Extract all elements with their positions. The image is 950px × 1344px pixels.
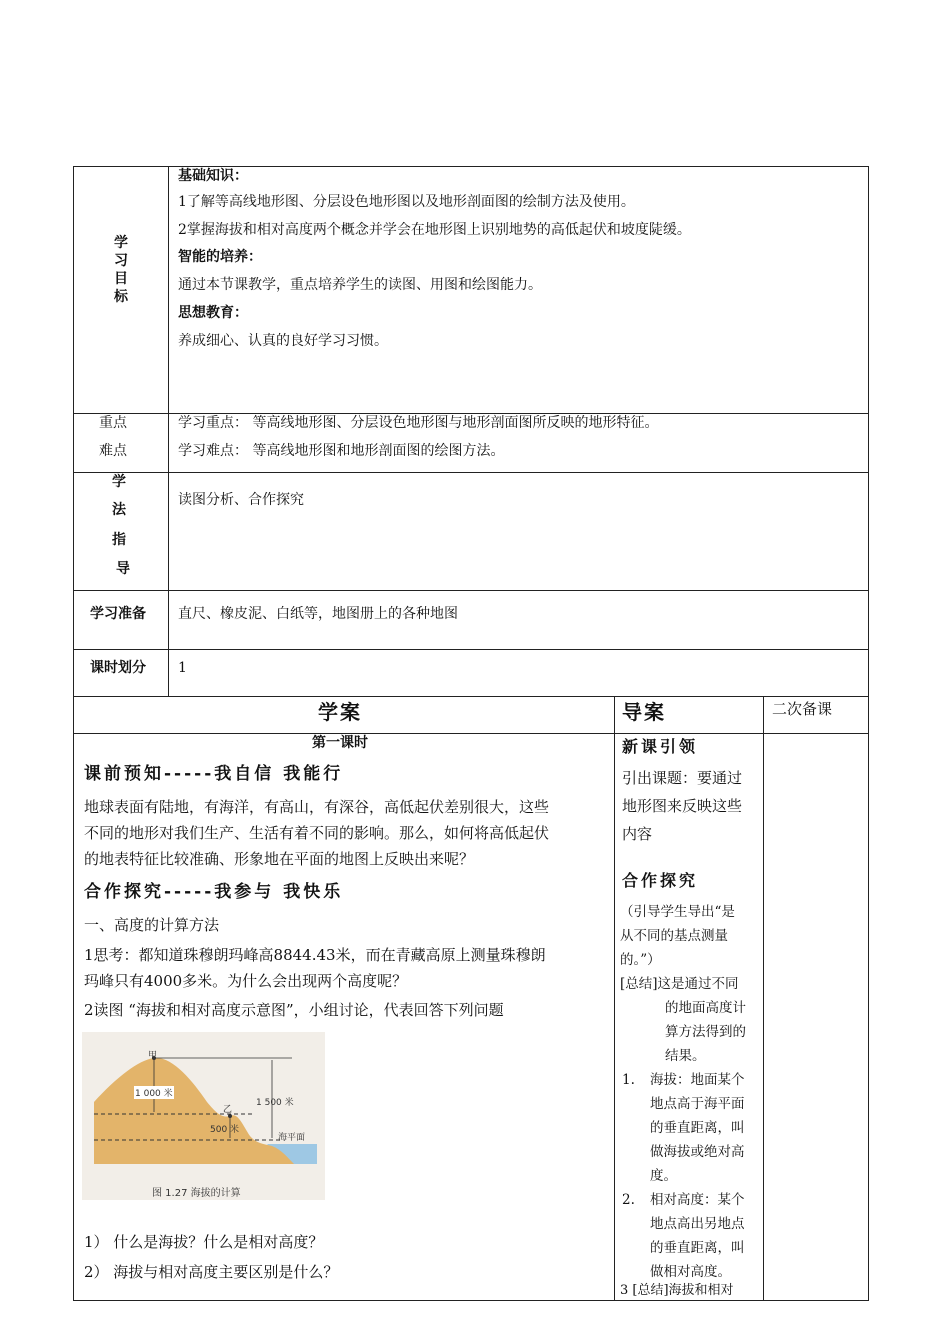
basic-knowledge-item-1: 1了解等高线地形图、分层设色地形图以及地形剖面图的绘制方法及使用。 (178, 194, 635, 210)
intro-line-2: 不同的地形对我们生产、生活有着不同的影响。那么，如何将高低起伏 (84, 824, 550, 842)
new-lesson-line-2: 地形图来反映这些 (622, 797, 743, 815)
basic-knowledge-heading: 基础知识： (178, 168, 248, 184)
basic-knowledge-item-2: 2掌握海拔和相对高度两个概念并学会在地形图上识别地势的高低起伏和坡度陡缓。 (178, 222, 691, 238)
item-1-line-1: 海拔：地面某个 (650, 1072, 745, 1088)
difficulty-label: 难点 (99, 443, 127, 459)
summary-line-1: 的地面高度计 (665, 1000, 746, 1016)
method-label-char-4: 导 (116, 561, 130, 577)
item-1-line-3: 的垂直距离，叫 (650, 1120, 745, 1136)
second-prep-header: 二次备课 (772, 700, 833, 718)
summary-line-2: 算方法得到的 (665, 1024, 746, 1040)
new-lesson-heading: 新课引领 (622, 737, 699, 756)
ability-text: 通过本节课教学，重点培养学生的读图、用图和绘图能力。 (178, 277, 542, 293)
intro-line-1: 地球表面有陆地，有海洋，有高山，有深谷，高低起伏差别很大，这些 (84, 798, 550, 816)
figure-label-jia: 甲 (148, 1051, 158, 1061)
ability-heading: 智能的培养： (178, 249, 262, 265)
figure-caption: 图 1.27 海拔的计算 (152, 1188, 241, 1199)
key-point-text: 学习重点： 等高线地形图、分层设色地形图与地形剖面图所反映的地形特征。 (178, 415, 659, 431)
method-text: 读图分析、合作探究 (178, 492, 304, 508)
method-label-char-2: 法 (112, 502, 126, 518)
period-label: 课时划分 (90, 660, 146, 676)
objectives-row-label: 学习目标 (114, 235, 128, 305)
question-1-line-2: 玛峰只有4000多米。为什么会出现两个高度呢？ (84, 972, 408, 990)
study-plan-header: 学案 (318, 700, 362, 724)
figure-label-sea-level: 海平面 (278, 1133, 306, 1143)
summary-line-3: 结果。 (665, 1048, 706, 1064)
sub-question-2: 2） 海拔与相对高度主要区别是什么？ (84, 1263, 339, 1281)
item-2-line-1: 相对高度：某个 (650, 1192, 745, 1208)
moral-heading: 思想教育： (178, 305, 248, 321)
method-label-char-3: 指 (112, 532, 126, 548)
item-1-number: 1. (622, 1072, 635, 1088)
item-2-line-4: 做相对高度。 (650, 1264, 731, 1280)
item-2-line-3: 的垂直距离，叫 (650, 1240, 745, 1256)
guide-plan-header: 导案 (622, 700, 666, 724)
item-1-line-4: 做海拔或绝对高 (650, 1144, 745, 1160)
difficulty-text: 学习难点： 等高线地形图和地形剖面图的绘图方法。 (178, 443, 505, 459)
preview-heading: 课前预知-----我自信 我能行 (84, 764, 344, 784)
new-lesson-line-1: 引出课题：要通过 (622, 769, 743, 787)
prep-text: 直尺、橡皮泥、白纸等，地图册上的各种地图 (178, 606, 458, 622)
key-point-label: 重点 (99, 415, 127, 431)
summary-first-line: [总结]这是通过不同 (620, 976, 739, 992)
item-3-line: 3 [总结]海拔和相对 (620, 1283, 734, 1298)
intro-line-3: 的地表特征比较准确、形象地在平面的地图上反映出来呢？ (84, 850, 475, 868)
question-2: 2读图 “海拔和相对高度示意图”，小组讨论，代表回答下列问题 (84, 1001, 504, 1019)
new-lesson-line-3: 内容 (622, 825, 653, 843)
hint-line-2: 从不同的基点测量 (620, 928, 728, 944)
method-label-char-1: 学 (112, 474, 126, 490)
altitude-diagram-svg (82, 1032, 325, 1200)
figure-label-1500m: 1 500 米 (256, 1098, 294, 1108)
item-1-line-5: 度。 (650, 1168, 677, 1184)
moral-text: 养成细心、认真的良好学习习惯。 (178, 333, 388, 349)
prep-label: 学习准备 (90, 606, 146, 622)
lesson-title: 第一课时 (312, 735, 368, 751)
sub-question-1: 1） 什么是海拔？什么是相对高度？ (84, 1233, 324, 1251)
item-2-number: 2. (622, 1192, 635, 1208)
question-1-line-1: 1思考：都知道珠穆朗玛峰高8844.43米，而在青藏高原上测量珠穆朗 (84, 946, 546, 964)
figure-label-1000m: 1 000 米 (134, 1086, 174, 1099)
figure-label-500m: 500 米 (210, 1125, 240, 1135)
hint-line-3: 的。”） (620, 952, 661, 968)
section-1-title: 一、高度的计算方法 (84, 916, 220, 934)
altitude-figure (82, 1032, 325, 1200)
period-text: 1 (178, 660, 187, 676)
item-1-line-2: 地点高于海平面 (650, 1096, 745, 1112)
figure-label-yi: 乙 (223, 1105, 233, 1115)
guide-coop-heading: 合作探究 (622, 871, 699, 890)
coop-heading: 合作探究-----我参与 我快乐 (84, 882, 344, 902)
hint-line-1: （引导学生导出“是 (620, 904, 735, 920)
item-2-line-2: 地点高出另地点 (650, 1216, 745, 1232)
